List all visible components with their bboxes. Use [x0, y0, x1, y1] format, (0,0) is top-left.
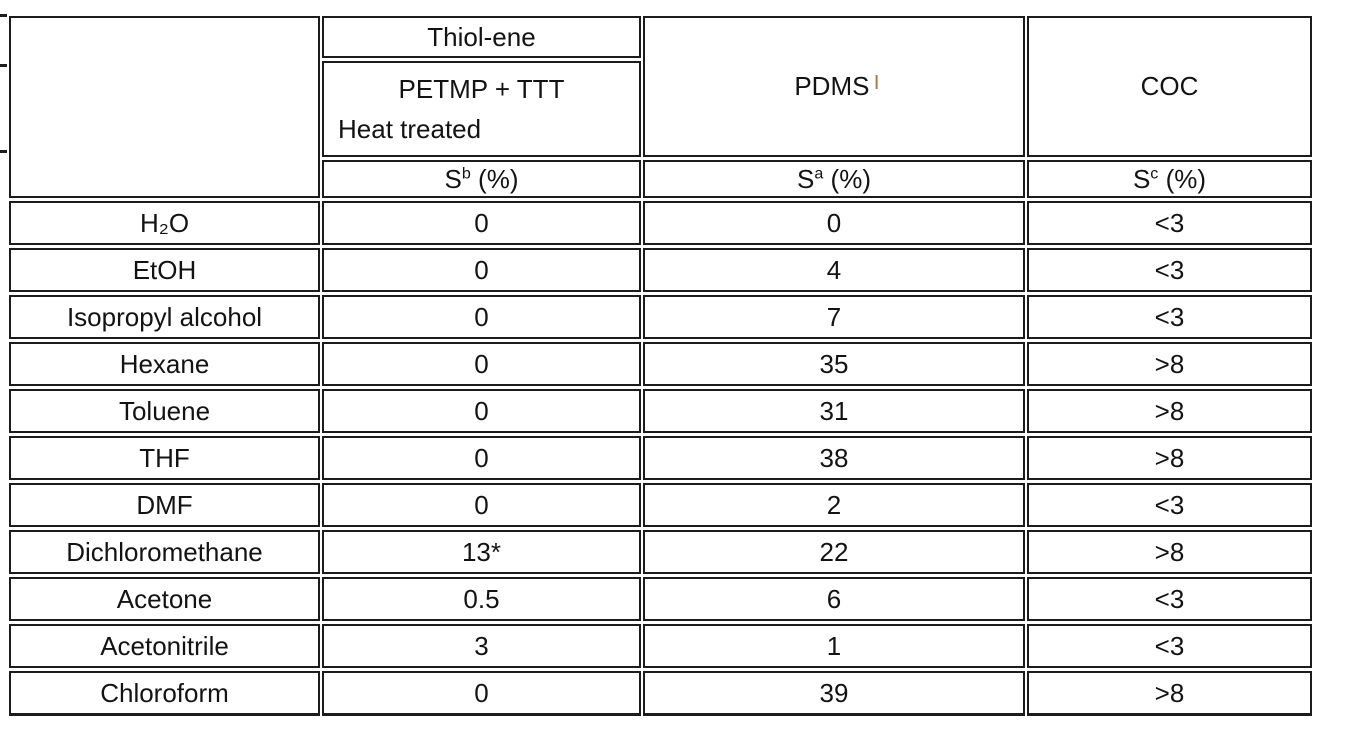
solvent-cell: H₂O — [9, 201, 320, 245]
solvent-cell: Acetonitrile — [9, 624, 320, 668]
coc-value-cell: <3 — [1027, 201, 1312, 245]
unit-symbol: S — [1132, 163, 1151, 194]
unit-percent: (%) — [823, 163, 871, 194]
unit-header-pdms — [643, 160, 1025, 198]
pdms-value-cell: 2 — [643, 483, 1025, 527]
corner-header-cell — [9, 16, 320, 198]
thiol-ene-group-header: Thiol-ene — [322, 16, 641, 58]
pdms-column-header — [643, 16, 1025, 157]
table-row — [9, 389, 1312, 433]
table-row — [9, 342, 1312, 386]
unit-symbol: S — [444, 163, 462, 194]
table-row — [9, 483, 1312, 527]
table-row — [9, 436, 1312, 480]
coc-value-cell: >8 — [1027, 671, 1312, 716]
solvent-cell: Dichloromethane — [9, 530, 320, 574]
pdms-label: PDMS — [794, 71, 870, 101]
thiol-ene-value-cell: 0 — [322, 342, 641, 386]
thiol-ene-value-cell: 3 — [322, 624, 641, 668]
pdms-value-cell: 35 — [643, 342, 1025, 386]
coc-value-cell: <3 — [1027, 577, 1312, 621]
pdms-value-cell: 1 — [643, 624, 1025, 668]
solvent-cell: THF — [9, 436, 320, 480]
table-row — [9, 248, 1312, 292]
coc-value-cell: <3 — [1027, 248, 1312, 292]
solvent-cell: Isopropyl alcohol — [9, 295, 320, 339]
solvent-cell: Hexane — [9, 342, 320, 386]
pdms-value-cell: 6 — [643, 577, 1025, 621]
unit-header-thiol — [322, 160, 641, 198]
thiol-ene-value-cell: 0 — [322, 671, 641, 716]
coc-value-cell: <3 — [1027, 624, 1312, 668]
table-row — [9, 201, 1312, 245]
pdms-value-cell: 4 — [643, 248, 1025, 292]
pdms-value-cell: 7 — [643, 295, 1025, 339]
header-row-group — [9, 16, 1312, 58]
pdms-value-cell: 0 — [643, 201, 1025, 245]
coc-value-cell: <3 — [1027, 295, 1312, 339]
pdms-value-cell: 38 — [643, 436, 1025, 480]
unit-superscript: b — [461, 163, 471, 182]
table-row — [9, 295, 1312, 339]
coc-value-cell: >8 — [1027, 436, 1312, 480]
thiol-ene-value-cell: 0 — [322, 201, 641, 245]
table-row — [9, 577, 1312, 621]
unit-percent: (%) — [470, 163, 519, 194]
coc-column-header: COC — [1027, 16, 1312, 157]
pdms-value-cell: 22 — [643, 530, 1025, 574]
table-row — [9, 624, 1312, 668]
solvent-cell: Acetone — [9, 577, 320, 621]
solvent-swelling-table — [7, 13, 1314, 719]
pdms-value-cell: 31 — [643, 389, 1025, 433]
thiol-ene-value-cell: 0 — [322, 483, 641, 527]
heat-treated-label: Heat treated — [338, 114, 482, 144]
table-row — [9, 530, 1312, 574]
coc-value-cell: >8 — [1027, 530, 1312, 574]
petmp-ttt-label: PETMP + TTT — [398, 73, 565, 104]
coc-value-cell: >8 — [1027, 389, 1312, 433]
thiol-ene-value-cell: 0 — [322, 295, 641, 339]
coc-value-cell: <3 — [1027, 483, 1312, 527]
thiol-ene-value-cell: 13* — [322, 530, 641, 574]
unit-superscript: c — [1150, 163, 1159, 182]
table-row — [9, 671, 1312, 716]
solvent-cell: Chloroform — [9, 671, 320, 716]
thiol-ene-value-cell: 0 — [322, 436, 641, 480]
thiol-ene-value-cell: 0 — [322, 248, 641, 292]
crop-artifact-dash — [0, 150, 7, 153]
coc-value-cell: >8 — [1027, 342, 1312, 386]
pdms-footnote-mark: | — [874, 73, 879, 90]
solvent-cell: Toluene — [9, 389, 320, 433]
crop-artifact-dash — [0, 14, 7, 17]
unit-superscript: a — [814, 163, 824, 182]
thiol-ene-sub-header — [322, 61, 641, 157]
unit-symbol: S — [797, 163, 815, 194]
unit-percent: (%) — [1158, 163, 1207, 194]
thiol-ene-value-cell: 0 — [322, 389, 641, 433]
unit-header-coc — [1027, 160, 1312, 198]
crop-artifact-dash — [0, 64, 7, 67]
solvent-cell: DMF — [9, 483, 320, 527]
thiol-ene-value-cell: 0.5 — [322, 577, 641, 621]
solvent-cell: EtOH — [9, 248, 320, 292]
pdms-value-cell: 39 — [643, 671, 1025, 716]
